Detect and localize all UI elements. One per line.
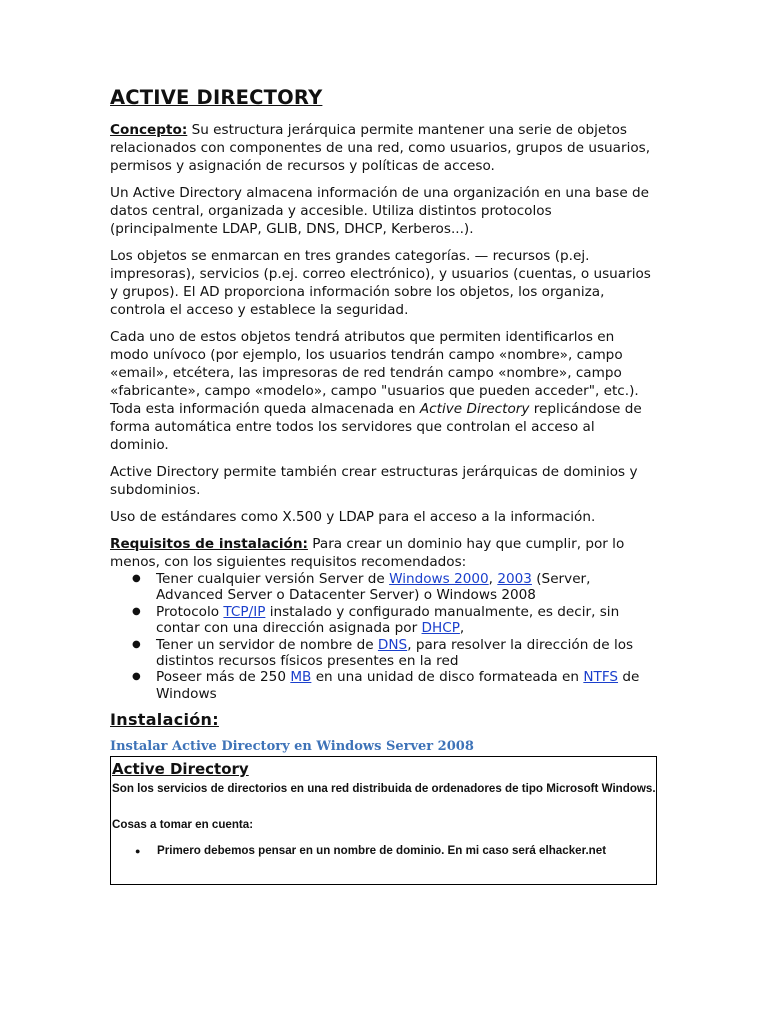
- box-spacer: [111, 798, 656, 816]
- box-title: Active Directory: [112, 760, 249, 779]
- requirements-list: [110, 571, 655, 702]
- paragraph-categories: Los objetos se enmarcan en tres grandes categorías. — recursos (p.ej. impresoras), servicios (p.ej. correo electrónico), y usuarios (cuentas, o usuarios y grupos). El AD proporciona información sobre los objetos, los organiza, controla el acceso y establece la seguridad.: [110, 248, 651, 318]
- list-item-text: de Windows: [156, 669, 640, 702]
- box-list-item-text: Primero debemos pensar en un nombre de dominio. En mi caso será elhacker.net: [157, 844, 607, 858]
- list-item: [110, 637, 655, 670]
- requirements-paragraph: [110, 535, 655, 571]
- bullet-icon: ●: [132, 671, 141, 683]
- link-windows-2000[interactable]: Windows 2000: [389, 571, 489, 587]
- installation-heading: Instalación:: [110, 710, 219, 730]
- bullet-icon: ●: [132, 605, 141, 617]
- active-directory-box: [110, 756, 657, 885]
- concept-text: Su estructura jerárquica permite mantener una serie de objetos relacionados con componentes de una red, como usuarios, grupos de usuarios, permisos y asignación de recursos y políticas de acceso.: [110, 122, 651, 174]
- list-item-text: Tener cualquier versión Server de: [156, 571, 390, 587]
- document-content: [110, 86, 655, 885]
- box-list: [111, 842, 656, 860]
- bullet-icon: ●: [135, 846, 141, 857]
- list-item: [111, 842, 656, 860]
- concept-label: Concepto:: [110, 122, 188, 138]
- box-description: Son los servicios de directorios en una red distribuida de ordenadores de tipo Microsoft Windows.: [112, 782, 656, 796]
- requirements-label: Requisitos de instalación:: [110, 536, 308, 552]
- list-item-text: Protocolo: [156, 603, 224, 620]
- paragraph-attributes: [110, 328, 655, 454]
- install-subheading: Instalar Active Directory en Windows Server 2008: [110, 739, 474, 755]
- list-item-text: Poseer más de 250: [156, 669, 291, 686]
- box-considerations-label: Cosas a tomar en cuenta:: [112, 818, 254, 832]
- list-item-text: Tener un servidor de nombre de: [156, 636, 378, 653]
- paragraph-hierarchy: Active Directory permite también crear estructuras jerárquicas de dominios y subdominios.: [110, 464, 638, 498]
- list-item-text: en una unidad de disco formateada en: [311, 669, 584, 686]
- list-item-text: instalado y configurado manualmente, es decir, sin contar con una dirección asignada por: [156, 603, 620, 637]
- list-item-text: ,: [488, 571, 498, 587]
- link-dns[interactable]: DNS: [377, 636, 408, 653]
- link-mb[interactable]: MB: [290, 669, 312, 686]
- paragraph-storage: Un Active Directory almacena información de una organización en una base de datos central, organizada y accesible. Utiliza distintos protocolos (principalmente LDAP, GLIB, DNS, DHCP, Kerberos...).: [110, 185, 650, 237]
- bullet-icon: ●: [132, 573, 141, 584]
- link-2003[interactable]: 2003: [497, 571, 532, 587]
- list-item-text: , para resolver la dirección de los distintos recursos físicos presentes en la red: [156, 636, 634, 670]
- list-item: [110, 669, 655, 702]
- attributes-italic: Active Directory: [419, 401, 530, 417]
- link-dhcp[interactable]: DHCP: [421, 620, 460, 637]
- attributes-text-b: replicándose de forma automática entre todos los servidores que controlan el acceso al dominio.: [110, 401, 642, 453]
- document-title: ACTIVE DIRECTORY: [110, 86, 323, 109]
- attributes-text-a: Cada uno de estos objetos tendrá atributos que permiten identificarlos en modo unívoco (por ejemplo, los usuarios tendrán campo «nombre», campo «email», etcétera, las impresoras de red tendrán campo «nombre», campo «fabricante», campo «modelo», campo "usuarios que pueden acceder", etc.). Toda esta información queda almacenada en: [110, 329, 639, 417]
- list-item: [110, 571, 655, 604]
- list-item: [110, 604, 655, 637]
- list-item-text: (Server, Advanced Server o Datacenter Server) o Windows 2008: [156, 571, 591, 604]
- list-item-text: ,: [459, 620, 465, 637]
- link-ntfs[interactable]: NTFS: [583, 669, 619, 686]
- paragraph-standards: Uso de estándares como X.500 y LDAP para el acceso a la información.: [110, 509, 596, 525]
- requirements-text: Para crear un dominio hay que cumplir, por lo menos, con los siguientes requisitos recomendados:: [110, 536, 625, 570]
- concept-paragraph: [110, 121, 655, 175]
- link-tcp-ip[interactable]: TCP/IP: [223, 603, 266, 620]
- bullet-icon: ●: [132, 638, 141, 650]
